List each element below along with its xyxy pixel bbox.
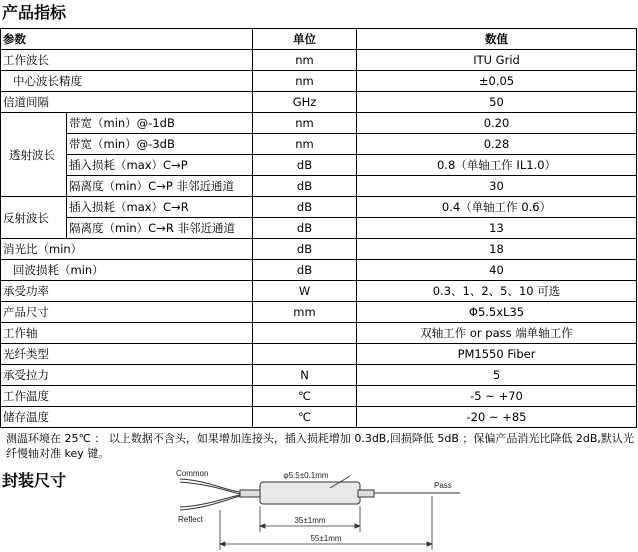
row-label: 中心波长精度 xyxy=(1,71,253,92)
row-unit: nm xyxy=(253,134,357,155)
group-label-transmission: 透射波长 xyxy=(1,113,67,197)
row-unit: GHz xyxy=(253,92,357,113)
row-value: -5 ~ +70 xyxy=(357,386,637,407)
row-value: ITU Grid xyxy=(357,50,637,71)
row-unit: nm xyxy=(253,50,357,71)
row-unit: dB xyxy=(253,176,357,197)
diameter-label: φ5.5±0.1mm xyxy=(283,471,329,480)
row-label: 带宽（min）@-3dB xyxy=(67,134,253,155)
table-row xyxy=(1,50,637,71)
row-value: 0.4（单轴工作 0.6） xyxy=(357,197,637,218)
row-value: 0.3、1、2、5、10 可选 xyxy=(357,281,637,302)
table-row xyxy=(1,134,637,155)
header-param: 参数 xyxy=(1,29,253,50)
table-row xyxy=(1,197,637,218)
table-row xyxy=(1,281,637,302)
row-label: 插入损耗（max）C→R xyxy=(67,197,253,218)
row-label: 产品尺寸 xyxy=(1,302,253,323)
table-row xyxy=(1,218,637,239)
row-value: PM1550 Fiber xyxy=(357,344,637,365)
row-label: 隔离度（min）C→P 非邻近通道 xyxy=(67,176,253,197)
row-value: 0.20 xyxy=(357,113,637,134)
row-label: 光纤类型 xyxy=(1,344,253,365)
row-label: 工作温度 xyxy=(1,386,253,407)
row-value: Φ5.5xL35 xyxy=(357,302,637,323)
row-unit xyxy=(253,344,357,365)
total-length-label: 55±1mm xyxy=(310,534,342,543)
row-value: 13 xyxy=(357,218,637,239)
row-label: 信道间隔 xyxy=(1,92,253,113)
header-unit: 单位 xyxy=(253,29,357,50)
row-unit: N xyxy=(253,365,357,386)
row-unit: dB xyxy=(253,155,357,176)
row-value: 50 xyxy=(357,92,637,113)
table-row xyxy=(1,407,637,428)
package-diagram xyxy=(170,466,470,552)
row-value: 30 xyxy=(357,176,637,197)
row-label: 工作波长 xyxy=(1,50,253,71)
row-unit: dB xyxy=(253,218,357,239)
table-header-row xyxy=(1,29,637,50)
pass-label: Pass xyxy=(434,481,452,490)
table-row xyxy=(1,386,637,407)
row-value: 双轴工作 or pass 端单轴工作 xyxy=(357,323,637,344)
row-label: 承受功率 xyxy=(1,281,253,302)
row-label: 隔离度（min）C→R 非邻近通道 xyxy=(67,218,253,239)
row-unit: dB xyxy=(253,260,357,281)
row-unit xyxy=(253,323,357,344)
measurement-note: 测温环境在 25℃ ： 以上数据不含头，如果增加连接头，插入损耗增加 0.3dB,回损降低 5dB ；保偏产品消光比降低 2dB,默认光纤慢轴对准 key 键。 xyxy=(6,432,634,460)
row-value: 5 xyxy=(357,365,637,386)
group-label-reflection: 反射波长 xyxy=(1,197,67,239)
product-spec-title: 产品指标 xyxy=(2,3,67,22)
body-length-label: 35±1mm xyxy=(294,516,326,525)
row-unit: nm xyxy=(253,71,357,92)
row-label: 承受拉力 xyxy=(1,365,253,386)
row-value: 18 xyxy=(357,239,637,260)
header-value: 数值 xyxy=(357,29,637,50)
table-row xyxy=(1,365,637,386)
row-label: 带宽（min）@-1dB xyxy=(67,113,253,134)
table-row xyxy=(1,302,637,323)
row-label: 插入损耗（max）C→P xyxy=(67,155,253,176)
row-value: -20 ~ +85 xyxy=(357,407,637,428)
common-label: Common xyxy=(176,469,209,478)
table-row xyxy=(1,71,637,92)
row-unit: ℃ xyxy=(253,407,357,428)
table-row xyxy=(1,113,637,134)
spec-table xyxy=(0,28,637,428)
row-unit: mm xyxy=(253,302,357,323)
table-row xyxy=(1,92,637,113)
row-unit: dB xyxy=(253,197,357,218)
row-value: 40 xyxy=(357,260,637,281)
row-value: 0.8（单轴工作 IL1.0） xyxy=(357,155,637,176)
row-unit: ℃ xyxy=(253,386,357,407)
row-label: 消光比（min） xyxy=(1,239,253,260)
row-unit: W xyxy=(253,281,357,302)
table-row xyxy=(1,239,637,260)
row-unit: dB xyxy=(253,239,357,260)
row-label: 储存温度 xyxy=(1,407,253,428)
component-body xyxy=(240,482,374,504)
table-row xyxy=(1,344,637,365)
table-row xyxy=(1,260,637,281)
row-value: ±0.05 xyxy=(357,71,637,92)
row-label: 工作轴 xyxy=(1,323,253,344)
package-title: 封装尺寸 xyxy=(2,471,67,490)
table-row xyxy=(1,323,637,344)
reflect-label: Reflect xyxy=(178,515,203,524)
row-value: 0.28 xyxy=(357,134,637,155)
row-label: 回波损耗（min） xyxy=(1,260,253,281)
table-row xyxy=(1,176,637,197)
row-unit: nm xyxy=(253,113,357,134)
table-row xyxy=(1,155,637,176)
